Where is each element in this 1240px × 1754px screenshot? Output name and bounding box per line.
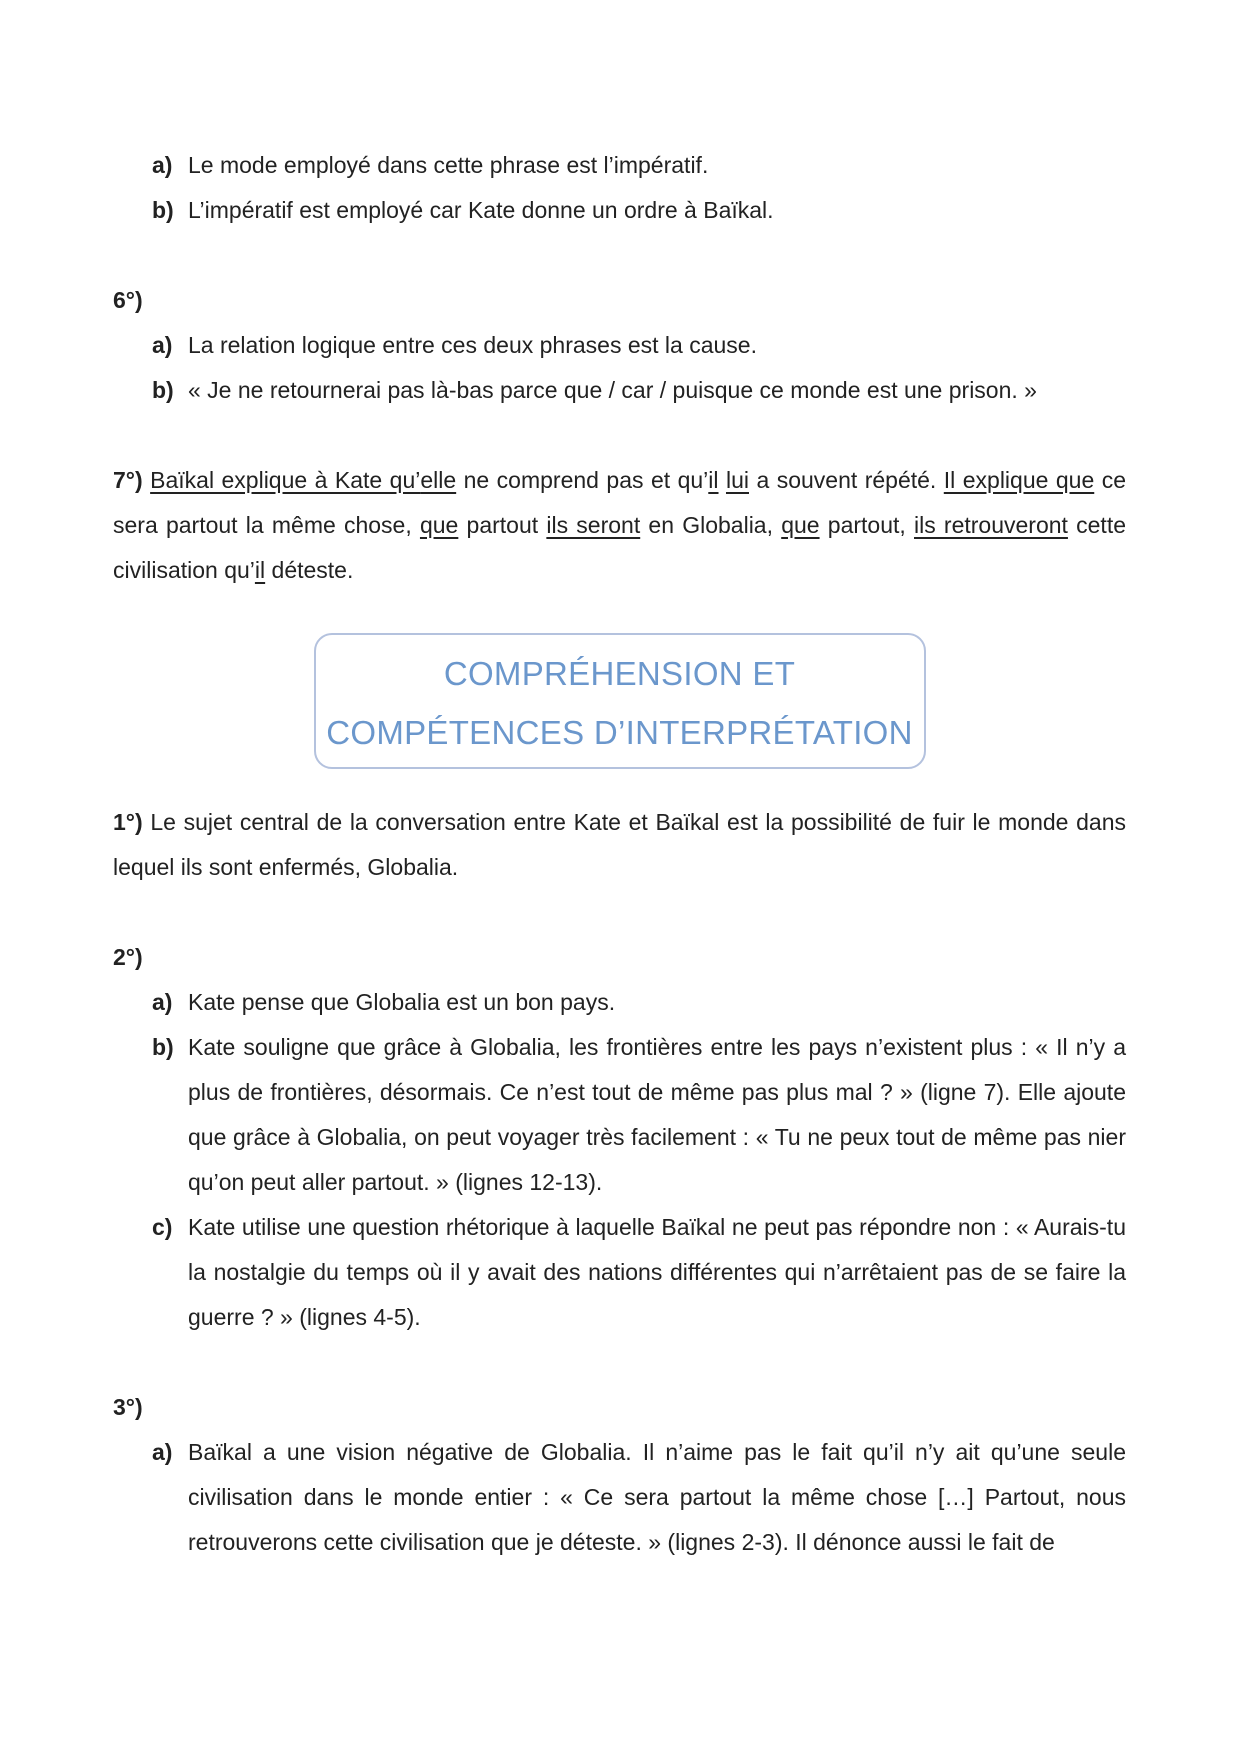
section-heading-line1: COMPRÉHENSION ET	[443, 655, 796, 692]
answer-7: 7°) Baïkal explique à Kate qu’elle ne comprend pas et qu’il lui a souvent répété. Il explique que ce sera partout la même chose, que partout ils seront en Globalia, que partout, ils retrouveront cette civilisation qu’il déteste.	[113, 467, 1127, 583]
question-6-number: 6°)	[113, 287, 143, 313]
comprehension-3a: a) Baïkal a une vision négative de Globalia. Il n’aime pas le fait qu’il n’y ait qu’une seule civilisation dans le monde entier : « Ce sera partout la même chose […] Partout, nous retrouverons cette civilisation que je déteste. » (lignes 2-3). Il dénonce aussi le fait de	[152, 1439, 1126, 1555]
section-heading-line2: COMPÉTENCES D’INTERPRÉTATION	[326, 714, 913, 751]
comprehension-answer-1: 1°) Le sujet central de la conversation entre Kate et Baïkal est la possibilité de fuir le monde dans lequel ils sont enfermés, Globalia.	[113, 809, 1126, 880]
answer-6b: b) « Je ne retournerai pas là-bas parce que / car / puisque ce monde est une prison. »	[152, 377, 1037, 403]
document-page	[113, 143, 1126, 1565]
comprehension-2b: b) Kate souligne que grâce à Globalia, les frontières entre les pays n’existent plus : « Il n’y a plus de frontières, désormais. Ce n’est tout de même pas plus mal ? » (ligne 7). Elle ajoute que grâce à Globalia, on peut voyager très facilement : « Tu ne peux tout de même pas nier qu’on peut aller partout. » (lignes 12-13).	[152, 1034, 1126, 1195]
comprehension-2a: a) Kate pense que Globalia est un bon pays.	[152, 989, 616, 1015]
comprehension-2-number: 2°)	[113, 944, 143, 970]
comprehension-2c: c) Kate utilise une question rhétorique à laquelle Baïkal ne peut pas répondre non : « Aurais-tu la nostalgie du temps où il y avait des nations différentes qui n’arrêtaient pas de se faire la guerre ? » (lignes 4-5).	[152, 1214, 1126, 1330]
section-heading-box	[314, 633, 926, 769]
answer-6a: a) La relation logique entre ces deux phrases est la cause.	[152, 332, 757, 358]
answer-5a: a) Le mode employé dans cette phrase est l’impératif.	[152, 152, 709, 178]
answer-5b: b) L’impératif est employé car Kate donne un ordre à Baïkal.	[152, 197, 774, 223]
comprehension-3-number: 3°)	[113, 1394, 143, 1420]
